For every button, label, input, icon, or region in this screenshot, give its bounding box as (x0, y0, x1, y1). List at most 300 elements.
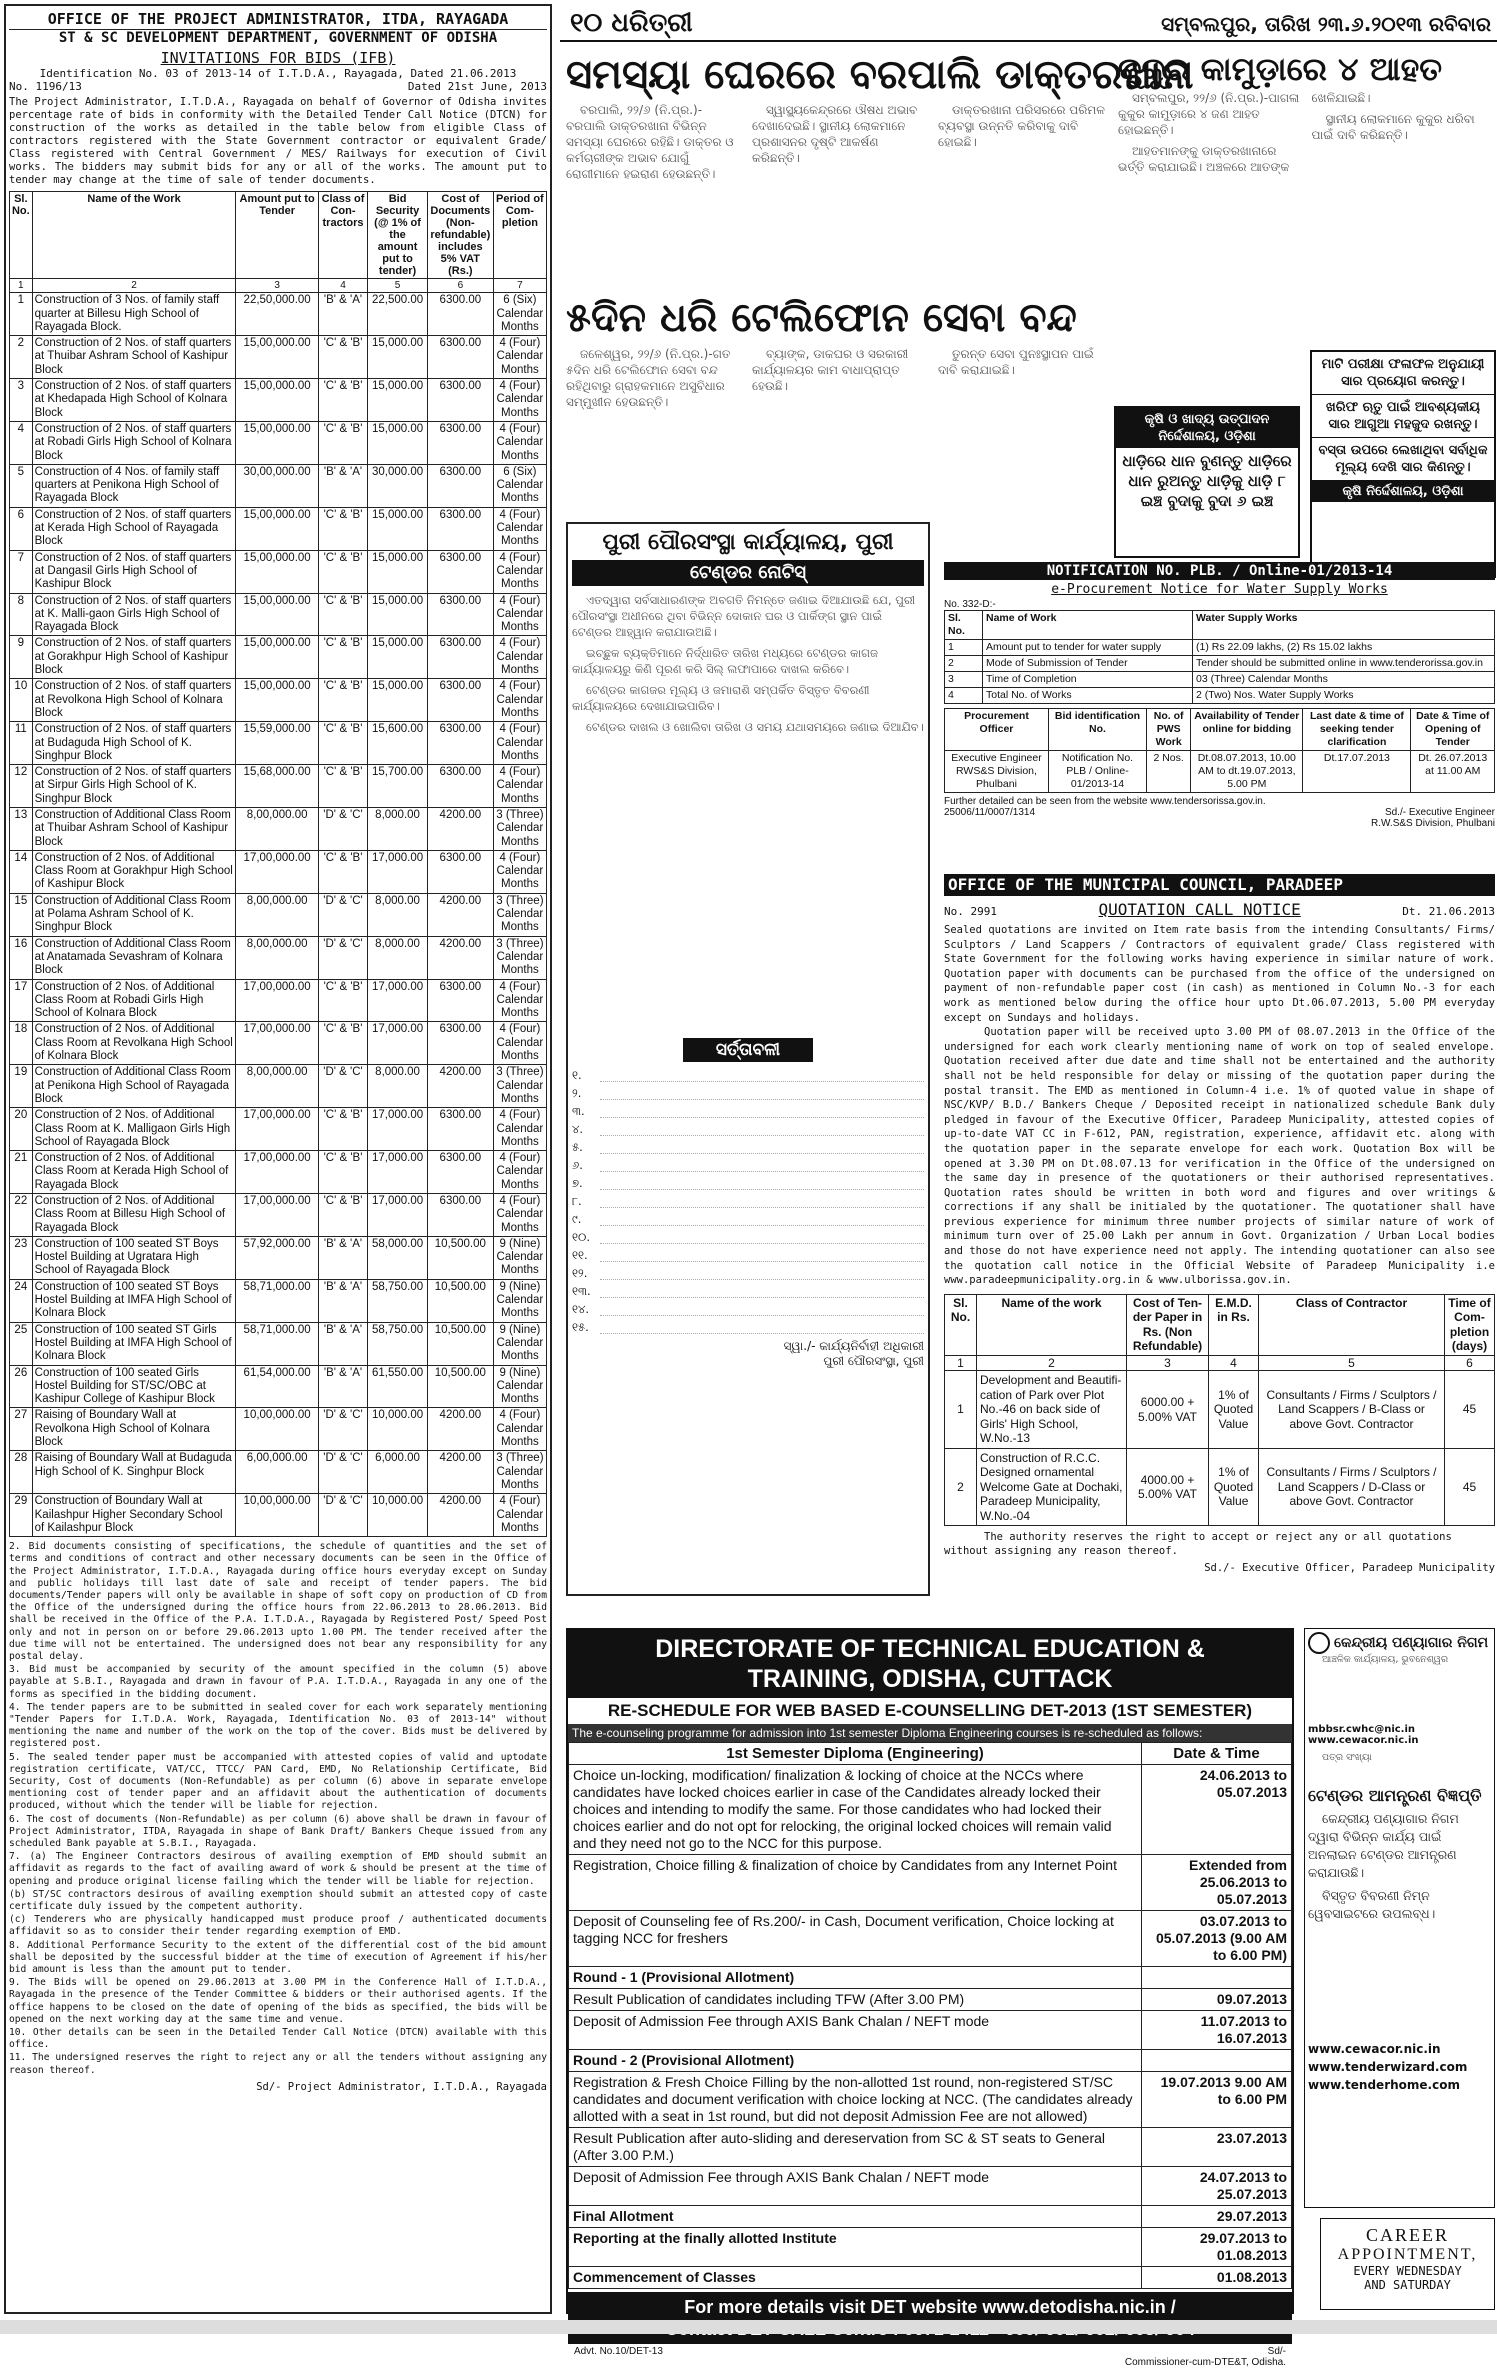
puri-condition-text (600, 1320, 924, 1334)
cewac-link-3[interactable]: www.tenderhome.com (1308, 2078, 1460, 2092)
itda-note: 8. Additional Performance Security to the extent of the differential cost of the bid amount shall be deposited by the successful bidder at the time of execution of Agreement if his/her bid amount is less than the amount put to tender. (9, 1939, 547, 1976)
itda-cell: Construction of Boundary Wall at Kailashpur Higher Secondary School of Kailashpur Block (32, 1494, 236, 1537)
puri-condition-number: ୧୪. (572, 1302, 590, 1316)
det-date: 03.07.2013 to 05.07.2013 (9.00 AM to 6.00 PM) (1142, 1911, 1292, 1967)
water-header-cell: Bid identification No. (1048, 709, 1146, 751)
itda-cell: 3 (10, 379, 33, 422)
news-barapali-hospital (566, 48, 1194, 288)
itda-cell: 23 (10, 1236, 33, 1279)
puri-condition (572, 1176, 924, 1191)
soil-footer: କୃଷି ନିର୍ଦ୍ଦେଶାଳୟ, ଓଡ଼ିଶା (1312, 481, 1494, 502)
itda-col-number: 7 (493, 279, 546, 293)
itda-cell: Construction of 2 Nos. of staff quarters at Kerada High School of Rayagada Block (32, 507, 236, 550)
det-banner: RE-SCHEDULE FOR WEB BASED E-COUNSELLING DET-2013 (1ST SEMESTER) (607, 1701, 1253, 1720)
det-col-1: 1st Semester Diploma (Engineering) (569, 1743, 1142, 1765)
itda-cell: 7 (10, 550, 33, 593)
itda-cell: 6300.00 (427, 379, 493, 422)
table-row (945, 640, 1495, 656)
itda-cell: 15,700.00 (368, 765, 428, 808)
water-cell: Notification No. PLB / Online-01/2013-14 (1048, 751, 1146, 793)
itda-cell: Construction of 100 seated ST Girls Hostel Building at IMFA High School of Kolnara Block (32, 1322, 236, 1365)
itda-cell: 61,54,000.00 (236, 1365, 318, 1408)
det-date: 24.07.2013 to 25.07.2013 (1142, 2167, 1292, 2206)
itda-header-cell: Bid Security (@ 1% of the amount put to tender) (368, 192, 428, 279)
itda-cell: 18 (10, 1022, 33, 1065)
itda-cell: Construction of 2 Nos. of staff quarters at Dangasil Girls High School of Kashipur Block (32, 550, 236, 593)
itda-cell: 4 (Four) Calendar Months (493, 1408, 546, 1451)
itda-cell: 10,500.00 (427, 1236, 493, 1279)
water-cell: Time of Completion (983, 672, 1193, 688)
table-row (10, 1408, 547, 1451)
itda-cell: 4 (Four) Calendar Months (493, 979, 546, 1022)
puri-condition-text (600, 1104, 924, 1118)
itda-cell: 'D' & 'C' (318, 1494, 367, 1537)
itda-cell: 15,00,000.00 (236, 550, 318, 593)
cewac-ref: ପତ୍ର ସଂଖ୍ୟା (1322, 1752, 1372, 1763)
itda-cell: 25 (10, 1322, 33, 1365)
table-row (945, 688, 1495, 704)
itda-cell: 17,00,000.00 (236, 1194, 318, 1237)
itda-cell: 10,000.00 (368, 1494, 428, 1537)
soil-line-3: ବସ୍ତା ଉପରେ ଲେଖାଥିବା ସର୍ବାଧିକ ମୂଲ୍ୟ ଦେଖି ସାର କିଣନ୍ତୁ। (1312, 438, 1494, 481)
table-row (10, 636, 547, 679)
itda-cell: 9 (Nine) Calendar Months (493, 1236, 546, 1279)
itda-note: (c) Tenderers who are physically handicapped must produce proof / authenticated documents affidavit so as to consider their tender regarding exemption of EMD. (9, 1914, 547, 1938)
table-row (10, 293, 547, 336)
table-row (10, 464, 547, 507)
itda-cell: 4 (Four) Calendar Months (493, 336, 546, 379)
det-date: 19.07.2013 9.00 AM to 6.00 PM (1142, 2072, 1292, 2128)
det-title-1: DIRECTORATE OF TECHNICAL EDUCATION & (655, 1635, 1205, 1663)
itda-header-cell: Period of Com-pletion (493, 192, 546, 279)
itda-cell: 17 (10, 979, 33, 1022)
water-cell: 3 (945, 672, 983, 688)
water-header-cell: Last date & time of seeking tender clarification (1303, 709, 1411, 751)
itda-cell: Construction of 2 Nos. of staff quarters at Thuibar Ashram School of Kashipur Block (32, 336, 236, 379)
puri-condition-number: ୪. (572, 1122, 584, 1136)
itda-cell: 'C' & 'B' (318, 1108, 367, 1151)
itda-cell: 'C' & 'B' (318, 1151, 367, 1194)
puri-condition-text (600, 1230, 924, 1244)
paradeep-header-cell: E.M.D. in Rs. (1209, 1294, 1259, 1355)
table-row (10, 1451, 547, 1494)
itda-cell: 6300.00 (427, 722, 493, 765)
itda-identification: Identification No. 03 of 2013-14 of I.T.D.A., Rayagada, Dated 21.06.2013 (39, 67, 517, 80)
table-row (569, 2011, 1292, 2050)
itda-cell: 58,71,000.00 (236, 1322, 318, 1365)
table-row (10, 1022, 547, 1065)
itda-cell: 19 (10, 1065, 33, 1108)
puri-condition-text (600, 1068, 924, 1082)
table-row (569, 1967, 1292, 1989)
itda-cell: 5 (10, 464, 33, 507)
itda-cell: 22,500.00 (368, 293, 428, 336)
itda-cell: 61,550.00 (368, 1365, 428, 1408)
table-row (945, 1371, 1495, 1449)
itda-cell: 4 (Four) Calendar Months (493, 1151, 546, 1194)
det-date: 09.07.2013 (1142, 1989, 1292, 2011)
water-cell: Dt.17.07.2013 (1303, 751, 1411, 793)
det-step: Choice un-locking, modification/ finalization & locking of choice at the NCCs where candidates have locked choices earlier in case of the Candidates already locked their choices and intending to modify the same. For those candidates who had locked their choices earlier and do not opt for relocking, the original locked choices will remain valid and they need not go to the NCC for this purpose. (569, 1765, 1142, 1855)
puri-condition-number: ୯. (572, 1212, 582, 1226)
itda-cell: 2 (10, 336, 33, 379)
paradeep-cell: 2 (945, 1448, 977, 1526)
puri-condition-number: ୧. (572, 1068, 582, 1082)
itda-cell: 15,000.00 (368, 336, 428, 379)
table-row (10, 1322, 547, 1365)
itda-cell: 'B' & 'A' (318, 293, 367, 336)
paradeep-no: No. 2991 (944, 905, 997, 918)
itda-cell: 15,00,000.00 (236, 336, 318, 379)
itda-no: No. 1196/13 (9, 80, 82, 93)
itda-cell: 8,00,000.00 (236, 807, 318, 850)
paradeep-quotation-notice (944, 874, 1495, 1620)
itda-cell: 13 (10, 807, 33, 850)
itda-cell: 4 (Four) Calendar Months (493, 722, 546, 765)
itda-cell: 6 (10, 507, 33, 550)
itda-cell: 4 (Four) Calendar Months (493, 850, 546, 893)
puri-condition (572, 1158, 924, 1173)
paradeep-cell: 45 (1445, 1371, 1495, 1449)
water-subtitle: e-Procurement Notice for Water Supply Works (1051, 582, 1388, 597)
itda-cell: 8,000.00 (368, 893, 428, 936)
det-footer-1: For more details visit DET website www.detodisha.nic.in / (684, 2297, 1176, 2317)
scan-bottom-edge (0, 2320, 1497, 2334)
itda-cell: 'D' & 'C' (318, 807, 367, 850)
itda-cell: 6300.00 (427, 850, 493, 893)
itda-cell: Construction of 4 Nos. of family staff quarters at Penikona High School of Rayagada Block (32, 464, 236, 507)
itda-cell: 30,00,000.00 (236, 464, 318, 507)
table-row (10, 336, 547, 379)
puri-condition-number: ୮. (572, 1194, 582, 1208)
itda-cell: 8,00,000.00 (236, 1065, 318, 1108)
puri-office: ପୁରୀ ପୌରସଂସ୍ଥା କାର୍ଯ୍ୟାଳୟ, ପୁରୀ (602, 530, 894, 555)
water-supply-notice (944, 562, 1495, 862)
news-body: ବରପାଲି, ୨୨/୬ (ନି.ପ୍ର.)-ବରପାଲି ଡାକ୍ତରଖାନା ବିଭିନ୍ନ ସମସ୍ୟା ଘେରରେ ରହିଛି। ଡାକ୍ତର ଓ କର୍ମଚାରୀଙ୍କ ଅଭାବ ଯୋଗୁଁ ରୋଗୀମାନେ ହଇରାଣ ହେଉଛନ୍ତି। ସ୍ୱାସ୍ଥ୍ୟକେନ୍ଦ୍ରରେ ଔଷଧ ଅଭାବ ଦେଖାଦେଇଛି। ସ୍ଥାନୀୟ ଲୋକମାନେ ପ୍ରଶାସନର ଦୃଷ୍ଟି ଆକର୍ଷଣ କରିଛନ୍ତି। ଡାକ୍ତରଖାନା ପରିସରରେ ପରିମଳ ବ୍ୟବସ୍ଥା ଉନ୍ନତି କରିବାକୁ ଦାବି ହୋଇଛି। (566, 103, 1105, 181)
itda-cell: 6,00,000.00 (236, 1451, 318, 1494)
cewac-address: ଆଞ୍ଚଳିକ କାର୍ଯ୍ୟାଳୟ, ଭୁବନେଶ୍ୱର (1322, 1654, 1449, 1665)
puri-condition-text (600, 1086, 924, 1100)
table-row (10, 550, 547, 593)
itda-cell: 'C' & 'B' (318, 679, 367, 722)
puri-condition-text (600, 1212, 924, 1226)
table-row (945, 1448, 1495, 1526)
table-row (945, 656, 1495, 672)
itda-cell: Construction of Additional Class Room at Penikona High School of Rayagada Block (32, 1065, 236, 1108)
paradeep-cell: Consultants / Firms / Sculptors / Land Scappers / D-Class or above Govt. Contractor (1259, 1448, 1445, 1526)
itda-cell: 15,000.00 (368, 379, 428, 422)
itda-cell: 'D' & 'C' (318, 893, 367, 936)
paradeep-cell: 6000.00 + 5.00% VAT (1127, 1371, 1209, 1449)
itda-cell: 4 (Four) Calendar Months (493, 1194, 546, 1237)
puri-condition (572, 1230, 924, 1245)
paradeep-header-cell: Name of the work (977, 1294, 1127, 1355)
itda-cell: Construction of 2 Nos. of staff quarters at Robadi Girls High School of Kolnara Block (32, 421, 236, 464)
itda-cell: 8,000.00 (368, 936, 428, 979)
puri-condition-text (600, 1284, 924, 1298)
itda-cell: 16 (10, 936, 33, 979)
agri-slogan: ଧାଡ଼ିରେ ଧାନ ବୁଣନ୍ତୁ ଧାଡ଼ିରେ ଧାନ ରୁଅନ୍ତୁ ଧାଡ଼ିକୁ ଧାଡ଼ି ୮ ଇଞ୍ଚ ବୁଦାକୁ ବୁଦା ୬ ଇଞ୍ଚ (1122, 452, 1292, 510)
itda-note: 2. Bid documents consisting of specifications, the schedule of quantities and the set of terms and conditions of contract and other necessary documents can be seen in the Office of the Project Administrator, I.T.D.A., Rayagada during office hours everyday except on Sunday and public holidays till last date of sale and receipt of tender papers. The bid documents/Tender papers will only be available in shape of soft copy on production of CD from the Office of the undersigned during the office hours from 22.06.2013 to 28.06.2013. Bid shall be received in the Office of the P.A. I.T.D.A., Rayagada by Registered Post/ Speed Post only and not in person on or before 29.06.2013 upto 1.00 PM. The tender received after the due time will not be entertained. The undersigned does not bear any responsibility for any postal delay. (9, 1541, 547, 1662)
itda-cell: 29 (10, 1494, 33, 1537)
det-date: 23.07.2013 (1142, 2128, 1292, 2167)
news-headline: ୫ଦିନ ଧରି ଟେଲିଫୋନ ସେବା ବନ୍ଦ (566, 295, 1077, 341)
itda-cell: 4200.00 (427, 1494, 493, 1537)
itda-cell: 'C' & 'B' (318, 722, 367, 765)
water-sign-2: R.W.S&S Division, Phulbani (1371, 818, 1495, 829)
cewac-notice: ଟେଣ୍ଡର ଆମନ୍ତ୍ରଣ ବିଜ୍ଞପ୍ତି (1308, 1786, 1482, 1805)
paradeep-header-cell: Cost of Ten-der Paper in Rs. (Non Refundable) (1127, 1294, 1209, 1355)
det-step: Deposit of Admission Fee through AXIS Bank Chalan / NEFT mode (569, 2011, 1142, 2050)
table-row (10, 722, 547, 765)
puri-condition-number: ୨. (572, 1086, 582, 1100)
table-row (569, 1911, 1292, 1967)
itda-cell: 15,000.00 (368, 507, 428, 550)
itda-cell: 26 (10, 1365, 33, 1408)
itda-header-cell: Name of the Work (32, 192, 236, 279)
water-cell: 4 (945, 688, 983, 704)
itda-cell: 10,500.00 (427, 1322, 493, 1365)
table-row (10, 1279, 547, 1322)
puri-sign-2: ପୁରୀ ପୌରସଂସ୍ଥା, ପୁରୀ (823, 1354, 924, 1368)
puri-body: ଏତଦ୍ୱାରା ସର୍ବସାଧାରଣଙ୍କ ଅବଗତି ନିମନ୍ତେ ଜଣାଇ ଦିଆଯାଉଛି ଯେ, ପୁରୀ ପୌରସଂସ୍ଥା ଅଧୀନରେ ଥିବା ବିଭିନ୍ନ ଦୋକାନ ଘର ଓ ପାର୍କିଙ୍ଗ ସ୍ଥାନ ପାଇଁ ଟେଣ୍ଡର ଆହ୍ୱାନ କରାଯାଉଅଛି। ଇଚ୍ଛୁକ ବ୍ୟକ୍ତିମାନେ ନିର୍ଦ୍ଧାରିତ ତାରିଖ ମଧ୍ୟରେ ଟେଣ୍ଡର କାଗଜ କାର୍ଯ୍ୟାଳୟରୁ କିଣି ପୂରଣ କରି ସିଲ୍ ଲଫାପାରେ ଦାଖଲ କରିବେ। ଟେଣ୍ଡର କାଗଜର ମୂଲ୍ୟ ଓ ଜମାରାଶି ସମ୍ପର୍କିତ ବିସ୍ତୃତ ବିବରଣୀ କାର୍ଯ୍ୟାଳୟରେ ଦେଖାଯାଇପାରିବ। ଟେଣ୍ଡର ଦାଖଲ ଓ ଖୋଲିବା ତାରିଖ ଓ ସମୟ ଯଥାସମୟରେ ଜଣାଇ ଦିଆଯିବ। (572, 593, 924, 734)
itda-cell: 4 (Four) Calendar Months (493, 636, 546, 679)
itda-cell: 6300.00 (427, 1194, 493, 1237)
paradeep-header-cell: Sl. No. (945, 1294, 977, 1355)
water-sign-1: Sd./- Executive Engineer (1384, 807, 1495, 818)
itda-works-table (9, 191, 547, 1537)
itda-cell: Construction of Additional Class Room at Thuibar Ashram School of Kashipur Block (32, 807, 236, 850)
itda-cell: 4200.00 (427, 807, 493, 850)
itda-cell: 'C' & 'B' (318, 850, 367, 893)
itda-cell: 6300.00 (427, 507, 493, 550)
itda-cell: 6300.00 (427, 636, 493, 679)
cewac-link-2[interactable]: www.tenderwizard.com (1308, 2060, 1468, 2074)
itda-cell: 'B' & 'A' (318, 1279, 367, 1322)
itda-cell: Construction of 2 Nos. of staff quarters at Khedapada High School of Kolnara Block (32, 379, 236, 422)
itda-cell: 'B' & 'A' (318, 1365, 367, 1408)
puri-condition (572, 1104, 924, 1119)
itda-note: 9. The Bids will be opened on 29.06.2013 at 3.00 PM in the Conference Hall of I.T.D.A., Rayagada in the presence of the Tender Committee & bidders or their authorised agents. If the office happens to be closed on the date of opening of the bids as specified, the bids will be opened on the next working day at the same time and venue. (9, 1977, 547, 2025)
itda-cell: 17,000.00 (368, 1108, 428, 1151)
itda-cell: 4200.00 (427, 1065, 493, 1108)
itda-cell: Construction of Additional Class Room at Polama Ashram School of K. Singhpur Block (32, 893, 236, 936)
table-row (10, 1236, 547, 1279)
itda-cell: 6300.00 (427, 550, 493, 593)
itda-cell: 15,00,000.00 (236, 379, 318, 422)
itda-cell: 'D' & 'C' (318, 1065, 367, 1108)
water-cell: 03 (Three) Calendar Months (1193, 672, 1495, 688)
cewac-body: କେନ୍ଦ୍ରୀୟ ପଣ୍ୟାଗାର ନିଗମ ଦ୍ୱାରା ବିଭିନ୍ନ କାର୍ଯ୍ୟ ପାଇଁ ଅନଲାଇନ ଟେଣ୍ଡର ଆମନ୍ତ୍ରଣ କରାଯାଉଛି। ବିସ୍ତୃତ ବିବରଣୀ ନିମ୍ନ ୱେବସାଇଟରେ ଉପଲବ୍ଧ। (1308, 1811, 1459, 1921)
water-further: Further detailed can be seen from the website www.tendersorissa.gov.in. (944, 796, 1266, 807)
itda-cell: Raising of Boundary Wall at Revolkona High School of Kolnara Block (32, 1408, 236, 1451)
itda-cell: 6300.00 (427, 593, 493, 636)
det-step: Registration & Fresh Choice Filling by the non-allotted 1st round, non-registered ST/SC candidates and document verification with choice locking at NCC. (The candidates already allotted with a seat in 1st round, but did not deposit Admission Fee are not allowed) (569, 2072, 1142, 2128)
det-sign-2: Commissioner-cum-DTE&T, Odisha. (1124, 2357, 1286, 2368)
paradeep-col-number: 3 (1127, 1355, 1209, 1371)
water-cell: Dt.08.07.2013, 10.00 AM to dt.19.07.2013, 5.00 PM (1191, 751, 1303, 793)
puri-condition (572, 1320, 924, 1335)
det-intro: The e-counseling programme for admission into 1st semester Diploma Engineering courses is re-scheduled as follows: (568, 1724, 1292, 1742)
soil-line-1: ମାଟି ପରୀକ୍ଷା ଫଳାଫଳ ଅନୁଯାୟୀ ସାର ପ୍ରୟୋଗ କରନ୍ତୁ। (1312, 352, 1494, 395)
itda-note: 10. Other details can be seen in the Detailed Tender Call Notice (DTCN) available with this office. (9, 2027, 547, 2051)
paradeep-cell: 4000.00 + 5.00% VAT (1127, 1448, 1209, 1526)
agri-dept: କୃଷି ଓ ଖାଦ୍ୟ ଉତ୍ପାଦନ ନିର୍ଦ୍ଦେଶାଳୟ, ଓଡ଼ିଶା (1116, 408, 1298, 448)
career-line-3: EVERY WEDNESDAY (1353, 2264, 1462, 2278)
itda-cell: 'C' & 'B' (318, 1194, 367, 1237)
itda-title: INVITATIONS FOR BIDS (IFB) (160, 49, 396, 67)
det-step: Deposit of Admission Fee through AXIS Bank Chalan / NEFT mode (569, 2167, 1142, 2206)
paradeep-col-number: 6 (1445, 1355, 1495, 1371)
puri-conditions-title: ସର୍ତ୍ତାବଳୀ (683, 1038, 813, 1062)
itda-table-col-numbers (10, 279, 547, 293)
paradeep-title: QUOTATION CALL NOTICE (1098, 900, 1301, 919)
puri-condition-text (600, 1194, 924, 1208)
det-step: Final Allotment (569, 2206, 1142, 2228)
paradeep-dated: Dt. 21.06.2013 (1402, 905, 1495, 918)
itda-cell: 22 (10, 1194, 33, 1237)
table-row (10, 1494, 547, 1537)
itda-cell: 4200.00 (427, 1408, 493, 1451)
det-step: Round - 1 (Provisional Allotment) (569, 1967, 1142, 1989)
itda-cell: 'C' & 'B' (318, 593, 367, 636)
itda-cell: 15,00,000.00 (236, 593, 318, 636)
itda-header-cell: Cost of Documents (Non-refundable) includes 5% VAT (Rs.) (427, 192, 493, 279)
water-header-cell: No. of PWS Work (1147, 709, 1191, 751)
itda-header-cell: Sl. No. (10, 192, 33, 279)
paradeep-cell: 1% of Quoted Value (1209, 1371, 1259, 1449)
itda-cell: 4 (Four) Calendar Months (493, 1108, 546, 1151)
itda-cell: 15,000.00 (368, 550, 428, 593)
itda-cell: 10,500.00 (427, 1365, 493, 1408)
itda-cell: 3 (Three) Calendar Months (493, 1451, 546, 1494)
table-row (945, 611, 1495, 640)
itda-cell: 22,50,000.00 (236, 293, 318, 336)
itda-cell: 4 (Four) Calendar Months (493, 379, 546, 422)
water-cell: Sl. No. (945, 611, 983, 640)
paradeep-works-table (944, 1294, 1495, 1527)
paradeep-cell: Construction of R.C.C. Designed ornamental Welcome Gate at Dochaki, Paradeep Municipality, W.No.-04 (977, 1448, 1127, 1526)
itda-cell: 6 (Six) Calendar Months (493, 293, 546, 336)
det-step: Result Publication after auto-sliding and dereservation from SC & ST seats to General (After 3.00 P.M.) (569, 2128, 1142, 2167)
itda-cell: 'B' & 'A' (318, 464, 367, 507)
water-cell: 2 Nos. (1147, 751, 1191, 793)
water-cell: Total No. of Works (983, 688, 1193, 704)
itda-cell: 58,750.00 (368, 1322, 428, 1365)
itda-cell: 'C' & 'B' (318, 636, 367, 679)
puri-condition (572, 1266, 924, 1281)
itda-cell: 3 (Three) Calendar Months (493, 893, 546, 936)
cewac-link-1[interactable]: www.cewacor.nic.in (1308, 2042, 1441, 2056)
itda-dept: ST & SC DEVELOPMENT DEPARTMENT, GOVERNMENT OF ODISHA (58, 30, 498, 46)
table-row (10, 1108, 547, 1151)
itda-cell: 8 (10, 593, 33, 636)
itda-cell: 57,92,000.00 (236, 1236, 318, 1279)
puri-condition (572, 1212, 924, 1227)
det-step: Registration, Choice filling & finalization of choice by Candidates from any Internet Point (569, 1855, 1142, 1911)
det-date: 29.07.2013 to 01.08.2013 (1142, 2228, 1292, 2267)
itda-cell: 58,000.00 (368, 1236, 428, 1279)
itda-header-cell: Amount put to Tender (236, 192, 318, 279)
paradeep-cell: 45 (1445, 1448, 1495, 1526)
itda-cell: 20 (10, 1108, 33, 1151)
career-line-4: AND SATURDAY (1364, 2278, 1451, 2292)
itda-cell: 21 (10, 1151, 33, 1194)
table-row (569, 2128, 1292, 2167)
itda-cell: 4 (Four) Calendar Months (493, 593, 546, 636)
itda-tender-ad (4, 4, 552, 2314)
paradeep-header-cell: Time of Com-pletion (days) (1445, 1294, 1495, 1355)
water-table-2 (944, 708, 1495, 793)
det-date (1142, 2050, 1292, 2072)
cewac-email: mbbsr.cwhc@nic.in (1308, 1724, 1416, 1735)
itda-cell: 12 (10, 765, 33, 808)
itda-cell: 4200.00 (427, 1451, 493, 1494)
table-row (569, 2228, 1292, 2267)
water-code: 25006/11/0007/1314 (944, 807, 1036, 818)
itda-cell: 'C' & 'B' (318, 379, 367, 422)
water-cell: Dt. 26.07.2013 at 11.00 AM (1411, 751, 1495, 793)
table-row (569, 2206, 1292, 2228)
water-cell: Name of Work (983, 611, 1193, 640)
itda-cell: 'D' & 'C' (318, 1408, 367, 1451)
itda-cell: 30,000.00 (368, 464, 428, 507)
itda-cell: 27 (10, 1408, 33, 1451)
itda-cell: 'B' & 'A' (318, 1236, 367, 1279)
news-headline: ସମସ୍ୟା ଘେରରେ ବରପାଲି ଡାକ୍ତରଖାନା (566, 52, 1194, 98)
itda-col-number: 4 (318, 279, 367, 293)
det-advt: Advt. No.10/DET-13 (574, 2346, 663, 2357)
itda-cell: 15,00,000.00 (236, 679, 318, 722)
itda-cell: 4 (Four) Calendar Months (493, 421, 546, 464)
itda-cell: 4 (Four) Calendar Months (493, 679, 546, 722)
itda-cell: 15,68,000.00 (236, 765, 318, 808)
itda-cell: 3 (Three) Calendar Months (493, 1065, 546, 1108)
itda-cell: Construction of 2 Nos. of staff quarters at K. Malli-gaon Girls High School of Rayagada Block (32, 593, 236, 636)
puri-condition-text (600, 1158, 924, 1172)
paradeep-office: OFFICE OF THE MUNICIPAL COUNCIL, PARADEEP (944, 874, 1495, 896)
itda-cell: 'C' & 'B' (318, 421, 367, 464)
puri-condition-text (600, 1302, 924, 1316)
det-step: Deposit of Counseling fee of Rs.200/- in Cash, Document verification, Choice locking at tagging NCC for freshers (569, 1911, 1142, 1967)
itda-cell: 4 (Four) Calendar Months (493, 1022, 546, 1065)
itda-note: 3. Bid must be accompanied by security of the amount specified in the column (5) above payable at S.B.I., Rayagada and drawn in favour of P.A. I.T.D.A., Rayagada in any one of the forms as specified in the bidding document. (9, 1664, 547, 1700)
puri-condition-number: ୩. (572, 1104, 585, 1118)
itda-cell: 15 (10, 893, 33, 936)
table-row (10, 1194, 547, 1237)
det-step: Round - 2 (Provisional Allotment) (569, 2050, 1142, 2072)
itda-cell: 15,000.00 (368, 679, 428, 722)
itda-col-number: 1 (10, 279, 33, 293)
paradeep-body-1: Sealed quotations are invited on Item rate basis from the intending Consultants/ Firms/ Sculptors / Land Scappers / Contractors of equivalent grade/ Class registered with State Government for the following works having experience in similar nature of work. Quotation paper with documents can be purchased from the office of the undersigned on payment of non-refundable paper cost (in cash) as mentioned in Column No.-3 for each work as mentioned below during the office hour upto Dt.06.07.2013, 5.00 PM everyday except on Sundays and holidays. (944, 924, 1495, 1024)
itda-cell: 6300.00 (427, 1022, 493, 1065)
paradeep-col-number: 5 (1259, 1355, 1445, 1371)
water-cell: Executive Engineer RWS&S Division, Phulbani (945, 751, 1049, 793)
itda-cell: Construction of 100 seated Girls Hostel Building for ST/SC/OBC at Kashipur College of Kashipur Block (32, 1365, 236, 1408)
itda-cell: 15,600.00 (368, 722, 428, 765)
itda-cell: 'C' & 'B' (318, 765, 367, 808)
itda-cell: 17,00,000.00 (236, 1108, 318, 1151)
itda-cell: 10,00,000.00 (236, 1494, 318, 1537)
table-row (569, 1989, 1292, 2011)
table-row (10, 507, 547, 550)
itda-cell: 4 (Four) Calendar Months (493, 1494, 546, 1537)
itda-cell: Construction of 2 Nos. of Additional Class Room at Kerada High School of Rayagada Block (32, 1151, 236, 1194)
puri-condition-text (600, 1248, 924, 1262)
water-cell: Water Supply Works (1193, 611, 1495, 640)
itda-cell: 10,00,000.00 (236, 1408, 318, 1451)
itda-cell: 9 (Nine) Calendar Months (493, 1279, 546, 1322)
